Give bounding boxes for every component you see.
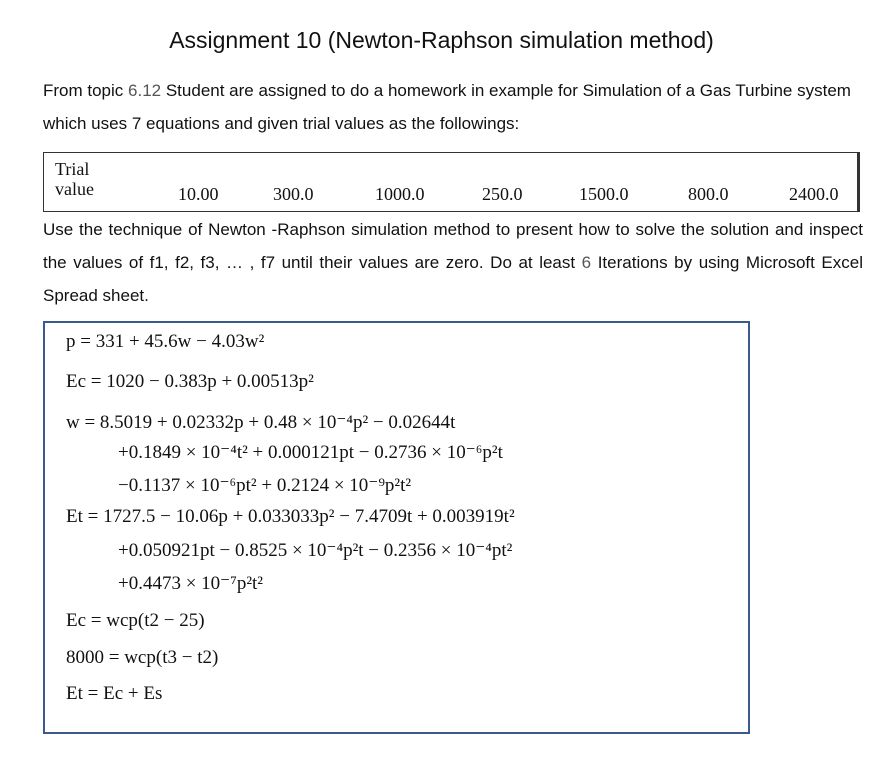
equation-4-line1: Et = 1727.5 − 10.06p + 0.033033p² − 7.4709t + 0.003919t²	[66, 506, 515, 527]
intro-text-1: From topic	[43, 81, 129, 100]
instructions-text-2: Iterations by using Microsoft Excel Spread sheet.	[43, 253, 863, 305]
equation-4-line3: +0.4473 × 10⁻⁷p²t²	[118, 573, 264, 594]
equation-1: p = 331 + 45.6w − 4.03w²	[66, 331, 265, 352]
page-title: Assignment 10 (Newton-Raphson simulation method)	[169, 27, 714, 53]
equation-3-line1: w = 8.5019 + 0.02332p + 0.48 × 10⁻⁴p² − 0.02644t	[66, 412, 456, 433]
topic-number: 6.12	[128, 81, 162, 100]
equation-3-line2: +0.1849 × 10⁻⁴t² + 0.000121pt − 0.2736 × 10⁻⁶p²t	[118, 442, 503, 463]
intro-paragraph	[43, 74, 863, 140]
trial-value: 250.0	[482, 184, 523, 204]
trial-values-table	[43, 152, 860, 212]
equation-3-line3: −0.1137 × 10⁻⁶pt² + 0.2124 × 10⁻⁹p²t²	[118, 475, 412, 496]
instructions-paragraph	[43, 213, 863, 312]
trial-label-line1: Trial	[55, 159, 90, 179]
equation-7: Et = Ec + Es	[66, 683, 163, 704]
intro-text-2: Student are assigned to do a homework in example for Simulation of a Gas Turbine system which uses 7 equations and given trial values as the followings:	[43, 81, 851, 133]
trial-value: 2400.0	[789, 184, 839, 204]
iterations-count: 6	[581, 253, 592, 272]
equations-box	[43, 321, 750, 734]
equation-4-line2: +0.050921pt − 0.8525 × 10⁻⁴p²t − 0.2356 × 10⁻⁴pt²	[118, 540, 513, 561]
trial-value: 10.00	[178, 184, 219, 204]
trial-label-line2: value	[55, 179, 94, 199]
equation-6: 8000 = wcp(t3 − t2)	[66, 647, 219, 668]
trial-label	[55, 159, 94, 199]
equation-2: Ec = 1020 − 0.383p + 0.00513p²	[66, 371, 314, 392]
trial-value: 300.0	[273, 184, 314, 204]
instructions-text-1: Use the technique of Newton -Raphson simulation method to present how to solve the solution and inspect the values of f1, f2, f3, … , f7 until their values are zero. Do at least	[43, 220, 863, 272]
trial-value: 800.0	[688, 184, 729, 204]
equation-5: Ec = wcp(t2 − 25)	[66, 610, 205, 631]
trial-value: 1000.0	[375, 184, 425, 204]
trial-value: 1500.0	[579, 184, 629, 204]
